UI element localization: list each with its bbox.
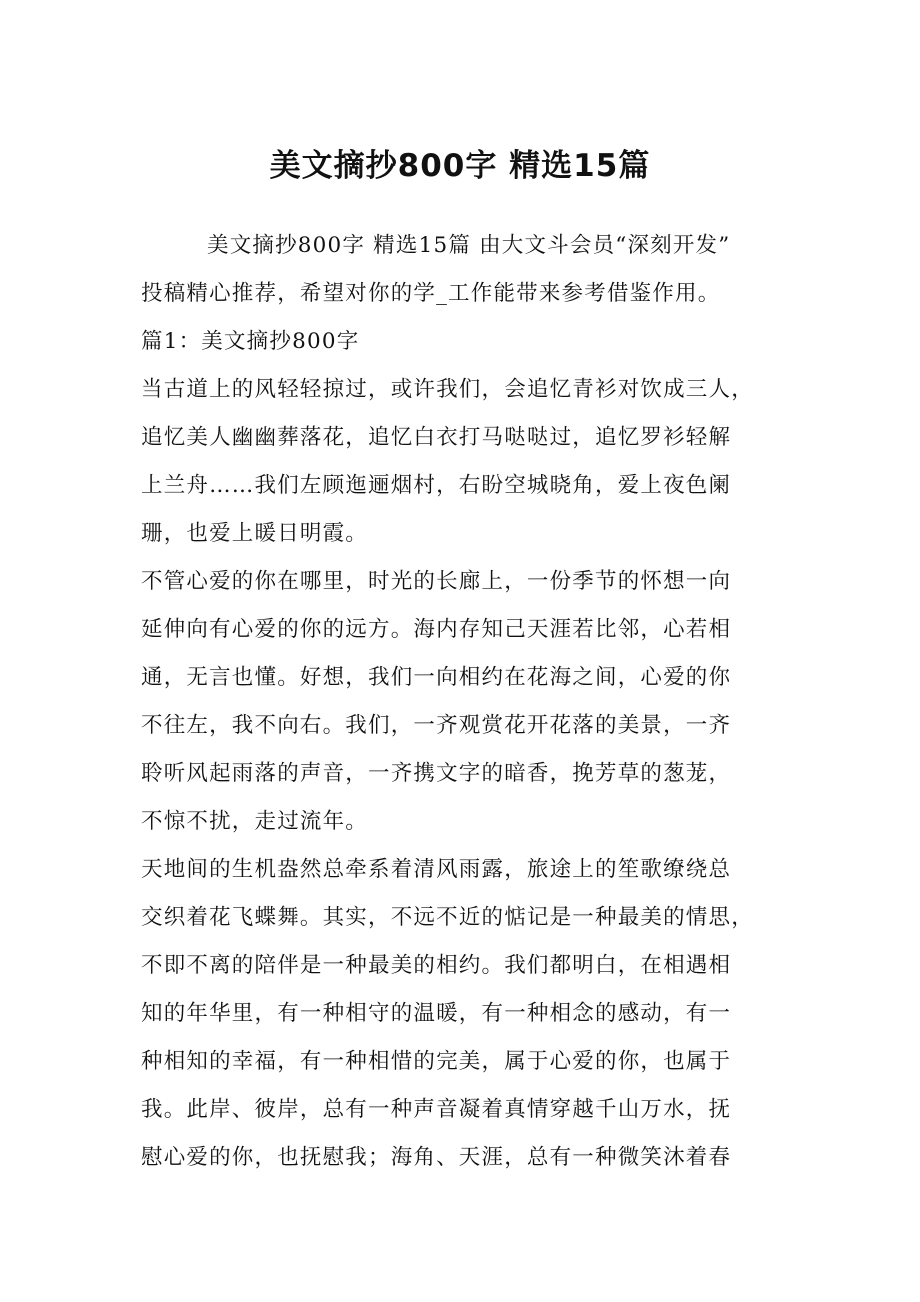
paragraph-line: 我。此岸、彼岸，总有一种声音凝着真情穿越千山万水，抚 xyxy=(141,1097,732,1122)
intro-line-2: 投稿精心推荐，希望对你的学_工作能带来参考借鉴作用。 xyxy=(141,281,721,306)
paragraph-line: 上兰舟……我们左顾迤逦烟村，右盼空城晓角，爱上夜色阑 xyxy=(141,473,732,498)
paragraph-line: 知的年华里，有一种相守的温暖，有一种相念的感动，有一 xyxy=(141,1001,732,1026)
paragraph-line: 不即不离的陪伴是一种最美的相约。我们都明白，在相遇相 xyxy=(141,953,732,978)
paragraph-line: 聆听风起雨落的声音，一齐携文字的暗香，挽芳草的葱茏， xyxy=(141,761,732,786)
paragraph-line: 珊，也爱上暖日明霞。 xyxy=(141,521,369,546)
paragraph-line: 天地间的生机盎然总牵系着清风雨露，旅途上的笙歌缭绕总 xyxy=(141,857,732,882)
paragraph-line: 当古道上的风轻轻掠过，或许我们，会追忆青衫对饮成三人， xyxy=(141,377,754,402)
intro-line-1: 美文摘抄800字 精选15篇 由大文斗会员“深刻开发” xyxy=(207,233,731,258)
document-body xyxy=(141,222,801,1182)
paragraph-line: 不管心爱的你在哪里，时光的长廊上，一份季节的怀想一向 xyxy=(141,569,732,594)
paragraph-line: 交织着花飞蝶舞。其实，不远不近的惦记是一种最美的情思， xyxy=(141,905,754,930)
paragraph-line: 种相知的幸福，有一种相惜的完美，属于心爱的你，也属于 xyxy=(141,1049,732,1074)
paragraph-line: 追忆美人幽幽葬落花，追忆白衣打马哒哒过，追忆罗衫轻解 xyxy=(141,425,732,450)
document-title: 美文摘抄800字 精选15篇 xyxy=(269,148,651,184)
section-heading: 篇1：美文摘抄800字 xyxy=(141,329,360,354)
paragraph-line: 不往左，我不向右。我们，一齐观赏花开花落的美景，一齐 xyxy=(141,713,732,738)
paragraph-line: 慰心爱的你，也抚慰我；海角、天涯，总有一种微笑沐着春 xyxy=(141,1145,732,1170)
paragraph-line: 不惊不扰，走过流年。 xyxy=(141,809,369,834)
paragraph-line: 通，无言也懂。好想，我们一向相约在花海之间，心爱的你 xyxy=(141,665,732,690)
paragraph-line: 延伸向有心爱的你的远方。海内存知己天涯若比邻，心若相 xyxy=(141,617,732,642)
